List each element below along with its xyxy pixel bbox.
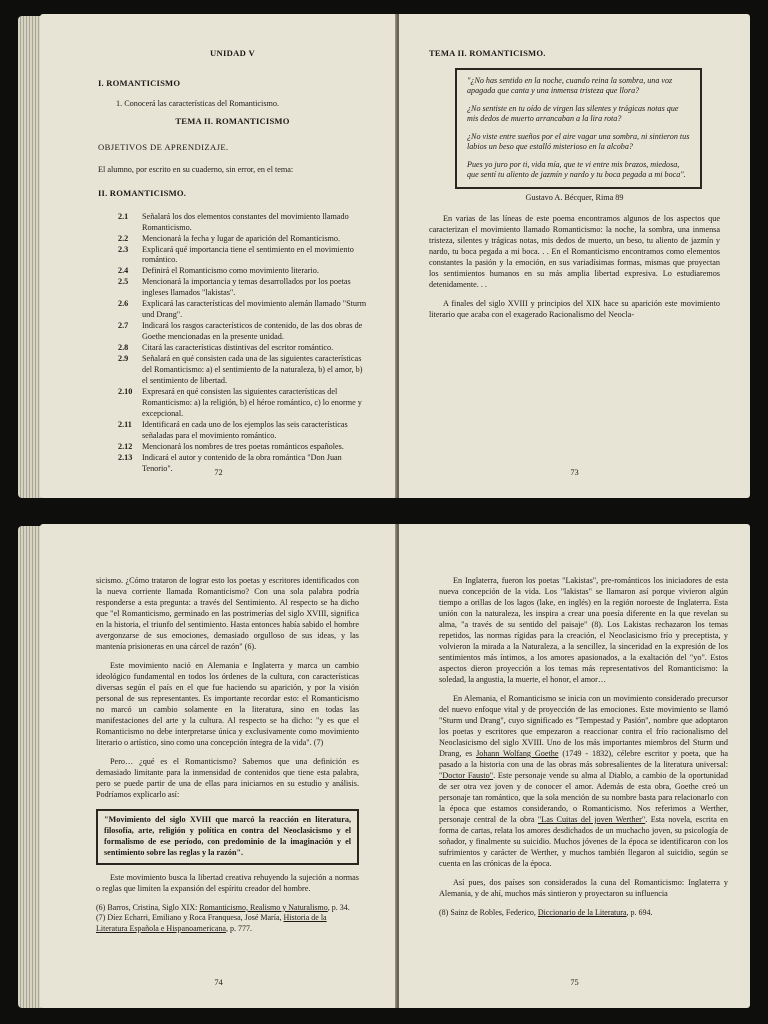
objective-number: 2.12 <box>118 442 133 452</box>
objective-number: 2.7 <box>118 321 129 331</box>
footnote-7: (7) Díez Echarri, Emiliano y Roca Franquesa, José María, Historia de la Literatura Española e Hispanoamericana, p. 777. <box>96 913 327 934</box>
poem-stanza: "¿No has sentido en la noche, cuando reina la sombra, una voz apagada que canta y una inmensa tristeza que llora? <box>467 75 673 96</box>
objective-item <box>98 354 367 387</box>
topic-heading: TEMA II. ROMANTICISMO. <box>429 48 546 58</box>
footnote-6: (6) Barros, Cristina, Siglo XIX: Romanticismo, Realismo y Naturalismo, p. 34. <box>96 902 350 912</box>
paragraph: Este movimiento busca la libertad creativa rehuyendo la sujeción a normas o reglas que limiten la expansión del espíritu creador del hombre. <box>96 872 359 893</box>
objectives-intro: El alumno, por escrito en su cuaderno, sin error, en el tema: <box>98 165 294 175</box>
objective-text: Explicará qué importancia tiene el sentimiento en el movimiento romántico. <box>142 244 354 265</box>
objective-number: 2.1 <box>118 211 129 221</box>
paragraph: Pero… ¿qué es el Romanticismo? Sabemos que una definición es demasiado limitante para la inmensidad de contenidos que tiene esta palabra, pero se puede partir de una de ellas para iniciarnos en su estudio y análisis. Podríamos explicarlo así: <box>96 756 359 799</box>
objective-item <box>98 442 367 453</box>
objectives-title: OBJETIVOS DE APRENDIZAJE. <box>98 141 229 152</box>
objectives-list <box>98 212 367 476</box>
objective-text: Señalará en qué consisten cada una de las siguientes características del Romanticismo: a) el sentimiento de la naturaleza, b) el amor, b) el sentimiento de libertad. <box>142 354 363 386</box>
objective-text: Definirá el Romanticismo como movimiento literario. <box>142 266 319 276</box>
objective-text: Indicará los rasgos característicos de contenido, de las dos obras de Goethe mencionadas en la presente unidad. <box>142 321 363 342</box>
objective-item <box>98 277 367 299</box>
definition-box: "Movimiento del siglo XVIII que marcó la reacción en literatura, filosofía, arte, religión y política en contra del Neoclasicismo y el formalismo de ese período, con predominio de la imaginación y el sentimiento sobre las reglas y la razón". <box>96 809 359 865</box>
section-heading: I. ROMANTICISMO <box>98 77 181 88</box>
poem-stanza: Pues yo juro por ti, vida mía, que te vi entre mis brazos, miedosa, que sentí tu aliento de jazmín y nardo y tu boca pegada a mi boca". <box>467 159 686 180</box>
objective-item <box>98 387 367 420</box>
objective-number: 2.5 <box>118 277 129 287</box>
objective-text: Citará las características distintivas del escritor romántico. <box>142 343 334 353</box>
objective-item <box>98 212 367 234</box>
objective-number: 2.10 <box>118 387 133 397</box>
poem-stanza: ¿No sentiste en tu oído de virgen las silentes y trágicas notas que mis dedos de muerto arrancaban a la lira rota? <box>467 103 679 124</box>
objective-number: 2.11 <box>118 420 132 430</box>
objective-text: Mencionará los nombres de tres poetas románticos españoles. <box>142 442 344 452</box>
poem-attribution: Gustavo A. Bécquer, Rima 89 <box>525 192 624 202</box>
objective-item <box>98 266 367 277</box>
objective-text: Indicará el autor y contenido de la obra romántica "Don Juan Tenorio". <box>142 453 342 474</box>
subtopic-heading: II. ROMANTICISMO. <box>98 188 187 199</box>
page-72 <box>40 14 397 498</box>
objective-item <box>98 321 367 343</box>
page-number: 72 <box>214 467 223 477</box>
poem-stanza: ¿No viste entre sueños por el aire vagar una sombra, ni sintieron tus labios un beso que estalló misterioso en la alcoba? <box>467 131 690 152</box>
objective-number: 2.6 <box>118 299 129 309</box>
objective-text: Identificará en cada uno de los ejemplos las seis características señaladas para el movimiento romántico. <box>142 420 348 441</box>
objective-item <box>98 245 367 267</box>
poem-box <box>455 68 702 189</box>
objective-number: 2.4 <box>118 266 129 276</box>
topic-heading: TEMA II. ROMANTICISMO <box>175 116 290 127</box>
paragraph: En Alemania, el Romanticismo se inicia con un movimiento considerado precursor del nuevo enfoque vital y de proyección de las emociones. Este movimiento se llamó "Sturm und Drang", cuyo significado es "Tempestad y Pasión", nombre que adoptaron los poetas y escritores que empezaron a reaccionar contra el frío racionalismo del Neoclasicismo del siglo XVIII. Uno de los más importantes miembros del Sturm und Drang, es Johann Wolfang Goethe (1749 - 1832), célebre escritor y poeta, que ha pasado a la historia con una de las obras más sobresalientes de la literatura universal: "Doctor Fausto". Este personaje vende su alma al Diablo, a cambio de la oportunidad de ser otra vez joven y de conocer el amor. Además de esta obra, Goethe creó un personaje tan romántico, que la sola mención de su nombre basta para relacionarlo con la época que estamos considerando, o Romanticismo. Nos referimos a Werther, personaje central de la obra "Las Cuitas del joven Werther". Esta novela, escrita en forma de cartas, relata los amores desdichados de un muchacho joven, su psicología de soñador, y finalmente su suicidio. Muchos jóvenes de la época se identificaron con los sufrimientos y carácter de Werther, y muchos también llegaron al suicidio, según se cuenta en las crónicas de la época. <box>439 693 729 868</box>
general-goal: 1. Conocerá las características del Romanticismo. <box>116 99 280 109</box>
objective-text: Señalará los dos elementos constantes del movimiento llamado Romanticismo. <box>142 211 349 232</box>
page-74 <box>40 524 397 1008</box>
paragraph: Este movimiento nació en Alemania e Inglaterra y marca un cambio ideológico fundamental en todos los órdenes de la cultura, con características diversas según el país en el que fue haciendo su aparición, y por la visión personal de sus representantes. Es importante recordar esto: el Romanticismo no marcó un cambio solamente en la literatura, sino en todas las manifestaciones del arte y la cultura. Al respecto se ha dicho: "y es que el Romanticismo no debe interpretarse única y exclusivamente como movimiento literario o artístico, sino como una concepción íntegra de la vida". (7) <box>96 660 359 747</box>
objective-item <box>98 299 367 321</box>
page-number: 73 <box>570 467 579 477</box>
objective-text: Mencionará la fecha y lugar de aparición del Romanticismo. <box>142 233 341 243</box>
objective-text: Expresará en qué consisten las siguientes características del Romanticismo: a) la religión, b) el héroe romántico, c) lo enorme y excepcional. <box>142 387 362 419</box>
page-75 <box>399 524 750 1008</box>
paragraph: En Inglaterra, fueron los poetas "Lakistas", pre-románticos los iniciadores de esta nueva concepción de la vida. Los "lakistas" se llamaron así porque vivieron algún tiempo a orillas de los lagos (lake, en inglés) en la región noroeste de Inglaterra. Esta unión con la naturaleza, les inspira a crear una poesía diferente en la que revelan su alma, "a través de su sentido del paisaje" (8). Los Lakistas rechazaron los temas repetidos, las normas rígidas para la creación, el Neoclasicismo frío y preceptista, y volvieron la mirada a la Naturaleza, a la sencillez, la sinceridad en la expresión de los sentimientos más íntimos, a los amores apasionados, a la exaltación del "yo". Estos aspectos dieron proyección a los temas más representativos del Romanticismo: la soledad, la angustia, la muerte, el honor, el amor… <box>439 576 728 684</box>
objective-item <box>98 343 367 354</box>
objective-number: 2.3 <box>118 244 129 254</box>
objective-number: 2.13 <box>118 453 133 463</box>
objective-number: 2.8 <box>118 343 129 353</box>
paragraph: sicismo. ¿Cómo trataron de lograr esto los poetas y escritores identificados con la nueva corriente llamada Romanticismo? Con una sola palabra podría responderse a esta pregunta: a través del Sentimiento. Al respecto se ha dicho que "el Romanticismo, germinado en las postrimerías del siglo XVIII, significa en la historia, el triunfo del sentimiento. Hasta entonces había sabido el hombre avergonzarse de sus emociones, demasiado orgulloso de sus ideas, y las mantenía prisioneras en una cárcel de razón" (6). <box>96 576 359 651</box>
paragraph: Así pues, dos países son considerados la cuna del Romanticismo: Inglaterra y Alemania, y de ahí, muchos más sintieron y proyectaron su influencia <box>439 877 728 898</box>
page-number: 75 <box>570 977 579 987</box>
objective-number: 2.2 <box>118 233 129 243</box>
page-number: 74 <box>214 977 223 987</box>
page-73 <box>399 14 750 498</box>
paragraph: A finales del siglo XVIII y principios del XIX hace su aparición este movimiento literario que acaba con el exagerado Racionalismo del Neocla- <box>429 298 720 319</box>
top-spread <box>0 6 768 506</box>
objective-text: Explicará las características del movimiento alemán llamado "Sturm und Drang". <box>142 299 367 320</box>
objective-item <box>98 234 367 245</box>
bottom-spread <box>0 516 768 1016</box>
objective-item <box>98 420 367 442</box>
paragraph: En varias de las líneas de este poema encontramos algunos de los aspectos que caracterizan el movimiento llamado Romanticismo: la noche, la sombra, una inmensa tristeza, silentes y trágicas notas, mis dedos de muerto, un beso, tu aliento de jazmín y nardo, tu boca pegada a mi boca. . . En el Romanticismo encontramos como elementos constantes la pasión y la emoción, en sus variadísimas formas, mismas que proyectan los sentimientos humanos en su más amplia libertad expresiva. Lo estudiaremos detenidamente. . . <box>429 213 720 289</box>
objective-text: Mencionará la importancia y temas desarrollados por los poetas ingleses llamados "lakistas". <box>142 277 351 298</box>
footnote-8: (8) Sainz de Robles, Federico, Diccionario de la Literatura, p. 694. <box>439 907 653 917</box>
unit-heading: UNIDAD V <box>210 48 255 58</box>
objective-number: 2.9 <box>118 354 129 364</box>
